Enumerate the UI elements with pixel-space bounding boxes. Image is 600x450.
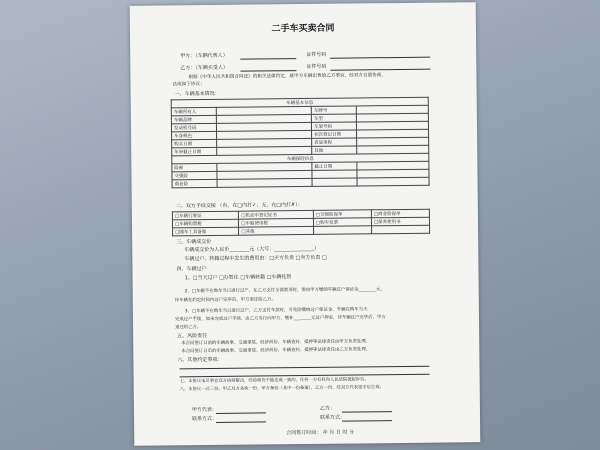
table-row: 险种 截止日期 — [172, 161, 429, 172]
table-row: 年审截止日期 其他 — [172, 145, 429, 156]
page-title: 二手车买卖合同 — [271, 23, 335, 35]
intro-text-2: 达成如下协议： — [172, 82, 205, 88]
price-fee-line[interactable]: 车辆过户、转籍过程中发生的费用由：□买方负责 □卖方负责 □ — [184, 254, 327, 263]
table-row: 交强险 — [172, 169, 429, 180]
party-a-id-label: 证件号码 — [306, 51, 327, 58]
table-row — [173, 225, 430, 236]
clause-8: 八、本协议一式三份，甲乙双方各执一份，甲方备份（其中一份备案），乙方一份，经双方代表签字后生效。 — [179, 385, 384, 393]
party-b-label: 乙方：（车辆买受人） — [180, 64, 228, 72]
party-b-rep-line[interactable] — [342, 411, 392, 413]
party-a-tel-label: 联系方式： — [192, 415, 218, 423]
check-item[interactable]: □其他 — [239, 226, 314, 235]
check-item[interactable]: □购车发票 — [313, 218, 371, 227]
handover-checklist — [172, 209, 430, 237]
risk-line-2: 本合同签订日后的车辆故事、交通事故、经济纠纷、车辆查封、抵押等法律责任由乙方负责处理。 — [181, 347, 371, 355]
party-a-rep-label: 甲方代表： — [191, 406, 217, 414]
intro-text: 根据《中华人民共和国合同法》的相关法律约定，就甲方车辆出售给乙方事宜，经双方自愿协商， — [188, 73, 387, 81]
clause-2-line-1: 2、□车辆不在购车当日进行过户，在乙方支付全部款项时，需向甲方缴纳车辆过户保证金________元， — [184, 287, 385, 295]
clause-7: 七、本协议未尽事宜双方协商解决，经协商仍不能达成一致的，任何一方有权向人民法院提起诉讼。 — [179, 377, 369, 385]
section-1-heading: 一、车辆基本情况： — [174, 90, 220, 98]
check-item[interactable]: □车船使用税 — [239, 218, 314, 227]
section-4-heading: 四、车辆过户 — [176, 266, 207, 273]
insurance-header: 车辆保险信息 — [172, 153, 429, 164]
check-item[interactable]: □车辆行驶证 — [172, 211, 238, 220]
party-b-id-line[interactable] — [330, 69, 430, 71]
party-a-label: 甲方：（车辆代售人） — [180, 52, 228, 60]
risk-line-1: 本合同签订日前的车辆故事、交通事故、经济纠纷、车辆查封、抵押等法律责任由甲方负责处理。 — [181, 339, 371, 347]
table-row: 购买日期 表显里程 — [172, 137, 429, 148]
table-header: 车辆基本信息 — [171, 97, 428, 108]
section-6-heading: 六、其他约定事项： — [177, 356, 223, 364]
party-b-rep-label: 乙方： — [319, 405, 335, 412]
check-item[interactable]: □交强险保单 — [313, 210, 371, 219]
clause-3-line-3: 退还给乙方。 — [175, 325, 202, 331]
party-a-name-line[interactable] — [240, 58, 296, 60]
table-row: 发动机号码 车架号码 — [171, 121, 428, 132]
check-item[interactable]: □机动车登记证书 — [239, 210, 314, 219]
party-b-tel-label: 联系方式： — [319, 414, 346, 421]
transfer-options[interactable]: 1、□当天过户 □办暂住 □车辆转籍 □车辆托管 — [184, 274, 292, 282]
check-item[interactable]: □车辆购置税 — [172, 219, 238, 228]
vehicle-info-table — [171, 97, 430, 189]
table-row: 车身颜色 初次登记日期 — [172, 129, 429, 140]
section-5-heading: 五、风险责任 — [177, 333, 208, 340]
clause-2-line-2: 待车辆在约定时间内过户完毕后，甲方退还给乙方。 — [174, 297, 276, 304]
party-a-id-line[interactable] — [330, 57, 430, 59]
price-line[interactable]: 车辆成交价为人民币________元（大写：________________） — [184, 245, 320, 254]
party-a-tel-line[interactable] — [216, 421, 266, 423]
table-row: 车辆所有人 车牌号 — [171, 105, 428, 116]
table-row: 车辆品牌 车型 — [171, 113, 428, 124]
signing-date: 合同签订时间： 年 月 日 时 分 — [286, 429, 355, 437]
contract-paper — [130, 2, 481, 446]
check-item[interactable]: □保养使用书 — [371, 217, 429, 226]
party-b-id-label: 证件号码 — [306, 63, 327, 70]
party-b-tel-line[interactable] — [342, 420, 392, 422]
section-2-heading: 二、双方手续交接 （有，在□内打✓；无，在□内打✗）： — [175, 202, 303, 210]
clause-3-line-1: 3、□车辆不在购车当日进行过户，乙方支付车款时，可免除缴纳过户保证金，车辆在购车当天 — [184, 307, 368, 315]
other-terms-line[interactable] — [180, 374, 430, 378]
other-terms-line[interactable] — [180, 366, 430, 370]
party-a-rep-line[interactable] — [216, 412, 266, 414]
party-b-name-line[interactable] — [240, 70, 296, 72]
table-row: 商业险 — [172, 177, 429, 188]
check-item[interactable]: □随车工具备胎 — [173, 227, 239, 236]
check-item[interactable]: □商业险保单 — [371, 209, 429, 218]
clause-3-line-2: 完成过户手续，如未完成过户手续，由乙方另行向甲方、缴补________元过户押金，待车辆过户完毕后，甲方 — [174, 315, 386, 323]
section-3-heading: 三、车辆成交价 — [176, 238, 212, 246]
